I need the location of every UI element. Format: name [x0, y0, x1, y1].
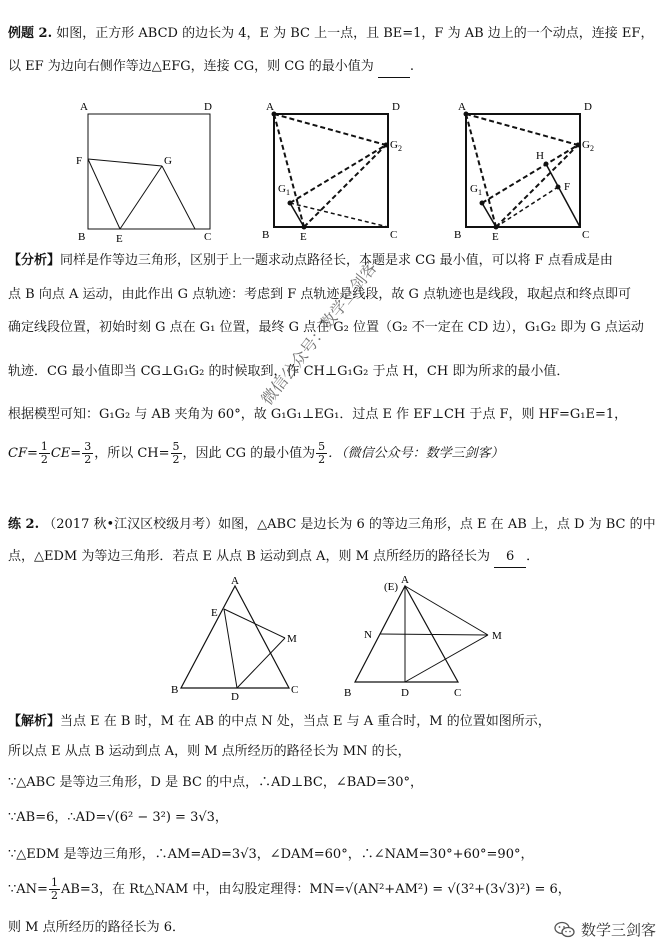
figure-square-1 [68, 96, 218, 246]
fig4-label-E: E [211, 607, 218, 619]
example-text-2: 以 EF 为边向右侧作等边△EFG，连接 CG，则 CG 的最小值为 [8, 59, 374, 74]
solution-text-7: 则 M 点所经历的路径长为 6． [8, 920, 185, 935]
example-text-2-end: . [409, 59, 415, 74]
practice-text-1: （2017 秋•江汉区校级月考）如图，△ABC 是边长为 6 的等边三角形，点 E 在 AB 上，点 D 为 BC 的中 [43, 517, 656, 532]
analysis-text-2: 点 B 向点 A 运动，由此作出 G 点轨迹：考虑到 F 点轨迹是线段，故 G 点轨迹也是线段，取起点和终点即可 [8, 287, 632, 302]
fig4-label-B: B [171, 684, 179, 696]
solution-text-1: 当点 E 在 B 时，M 在 AB 的中点 N 处，当点 E 与 A 重合时，M 的位置如图所示， [60, 714, 551, 729]
fig1-label-D: D [204, 101, 212, 113]
ch-text: ，所以 CH= [94, 446, 170, 461]
analysis-line-6 [8, 440, 664, 468]
fig3-label-G1: $G_1$ [470, 183, 482, 197]
fig5-label-A: A [401, 574, 409, 586]
fig4-label-M: M [287, 633, 297, 645]
example-line-1 [8, 24, 664, 44]
analysis-label: 【分析】 [8, 253, 61, 268]
solution-text-4a: ∵AB=6，∴AD= [8, 810, 107, 825]
fig5-label-B: B [344, 687, 352, 699]
fig5-label-N: N [364, 629, 372, 641]
solution-line-4 [8, 808, 664, 828]
analysis-text-4: 轨迹．CG 最小值即当 CG⊥G₁G₂ 的时候取到，作 CH⊥G₁G₂ 于点 H，CH 即为所求的最小值． [8, 364, 570, 379]
solution-line-6 [8, 876, 664, 904]
fig1-label-G: G [164, 155, 172, 167]
practice-text-end: ． [526, 549, 540, 564]
solution-text-2: 所以点 E 从点 B 运动到点 A，则 M 点所经历的路径长为 MN 的长， [8, 744, 411, 759]
solution-text-3: ∵△ABC 是等边三角形，D 是 BC 的中点，∴AD⊥BC，∠BAD=30°， [8, 775, 424, 790]
solution-label: 【解析】 [8, 714, 61, 729]
fraction-answer: $\frac{5}{2}$ [318, 440, 326, 466]
figure-square-2 [258, 96, 418, 246]
solution-line-5 [8, 845, 664, 865]
fig2-label-G1: $G_1$ [278, 183, 290, 197]
fig1-label-F: F [76, 155, 83, 167]
fig5-label-M: M [492, 630, 502, 642]
practice-text-2: 点，△EDM 为等边三角形．若点 E 从点 B 运动到点 A，则 M 点所经历的路径长为 [8, 549, 491, 564]
answer-blank [378, 57, 410, 78]
solution-text-5: ∵△EDM 是等边三角形，∴AM=AD=3√3，∠DAM=60°，∴∠NAM=30°+60°=90°， [8, 847, 534, 862]
analysis-line-4 [8, 362, 664, 382]
cg-min-text: ，因此 CG 的最小值为 [182, 446, 316, 461]
fig4-label-D: D [231, 691, 239, 702]
solution-line-2 [8, 742, 664, 762]
example-line-2 [8, 57, 664, 78]
example-label: 例题 2. [8, 26, 53, 41]
solution-fraction-half: $\frac{1}{2}$ [50, 876, 58, 902]
fig2-label-C: C [390, 229, 398, 241]
watermark-text: 微信公众号：数学三剑客 [257, 258, 381, 409]
example-text-1: 如图，正方形 ABCD 的边长为 4，E 为 BC 上一点，且 BE=1，F 为 AB 边上的一个动点，连接 EF， [56, 26, 654, 41]
fig4-label-C: C [291, 684, 299, 696]
fig3-label-D: D [584, 101, 592, 113]
solution-line-3 [8, 773, 664, 793]
figure-square-3 [450, 96, 610, 246]
fig2-label-E: E [300, 231, 307, 243]
figure-triangle-2 [340, 572, 510, 702]
fig1-label-E: E [116, 233, 123, 245]
analysis-text-1: 同样是作等边三角形，区别于上一题求动点路径长，本题是求 CG 最小值，可以将 F 点看成是由 [60, 253, 613, 268]
fig3-label-H: H [536, 150, 544, 162]
fig1-label-B: B [78, 231, 86, 243]
practice-answer: 6 [494, 547, 526, 568]
fig3-label-B: B [454, 229, 462, 241]
solution-line-1 [8, 712, 664, 732]
fig5-label-AE: (E) [384, 581, 399, 593]
source-note: ．（微信公众号：数学三剑客） [328, 446, 504, 461]
logo-text: 数学三剑客 [580, 921, 656, 939]
fig3-label-E: E [492, 231, 499, 243]
fig5-label-C: C [454, 687, 462, 699]
fig4-label-A: A [231, 575, 239, 587]
fig3-label-F: F [564, 181, 571, 193]
fig2-label-A: A [266, 101, 274, 113]
cf-label: CF= [8, 446, 38, 461]
figure-triangle-1 [165, 572, 315, 702]
solution-text-6b: AB=3，在 Rt△NAM 中，由勾股定理得：MN=√(AN²+AM²) = √(3²+(3√3)²) = 6， [60, 882, 571, 897]
fraction-three-halves: $\frac{3}{2}$ [84, 440, 92, 466]
practice-line-2 [8, 547, 664, 568]
fig1-label-A: A [80, 101, 88, 113]
fig3-label-C: C [582, 229, 590, 241]
fig2-label-D: D [392, 101, 400, 113]
fig1-label-C: C [204, 231, 212, 243]
analysis-text-3: 确定线段位置，初始时刻 G 点在 G₁ 位置，最终 G 点在 G₂ 位置（G₂ 不一定在 CD 边），G₁G₂ 即为 G 点运动 [8, 320, 644, 335]
fig5-label-D: D [401, 687, 409, 699]
fraction-half: $\frac{1}{2}$ [40, 440, 48, 466]
wechat-icon [554, 921, 576, 939]
analysis-line-5 [8, 405, 664, 425]
ce-label: CE= [50, 446, 82, 461]
analysis-line-1 [8, 251, 664, 271]
practice-label: 练 2. [8, 517, 40, 532]
wechat-logo [554, 919, 656, 940]
fig3-label-A: A [458, 101, 466, 113]
solution-text-6a: ∵AN= [8, 882, 48, 897]
solution-text-4b: √(6² − 3²) = 3√3， [106, 810, 228, 825]
fraction-five-halves: $\frac{5}{2}$ [172, 440, 180, 466]
fig3-label-G2: $G_2$ [582, 139, 594, 153]
fig2-label-B: B [262, 229, 270, 241]
practice-line-1 [8, 515, 664, 535]
fig2-label-G2: $G_2$ [390, 139, 402, 153]
analysis-text-5: 根据模型可知：G₁G₂ 与 AB 夹角为 60°，故 G₁G₁⊥EG₁．过点 E 作 EF⊥CH 于点 F，则 HF=G₁E=1， [8, 407, 628, 422]
